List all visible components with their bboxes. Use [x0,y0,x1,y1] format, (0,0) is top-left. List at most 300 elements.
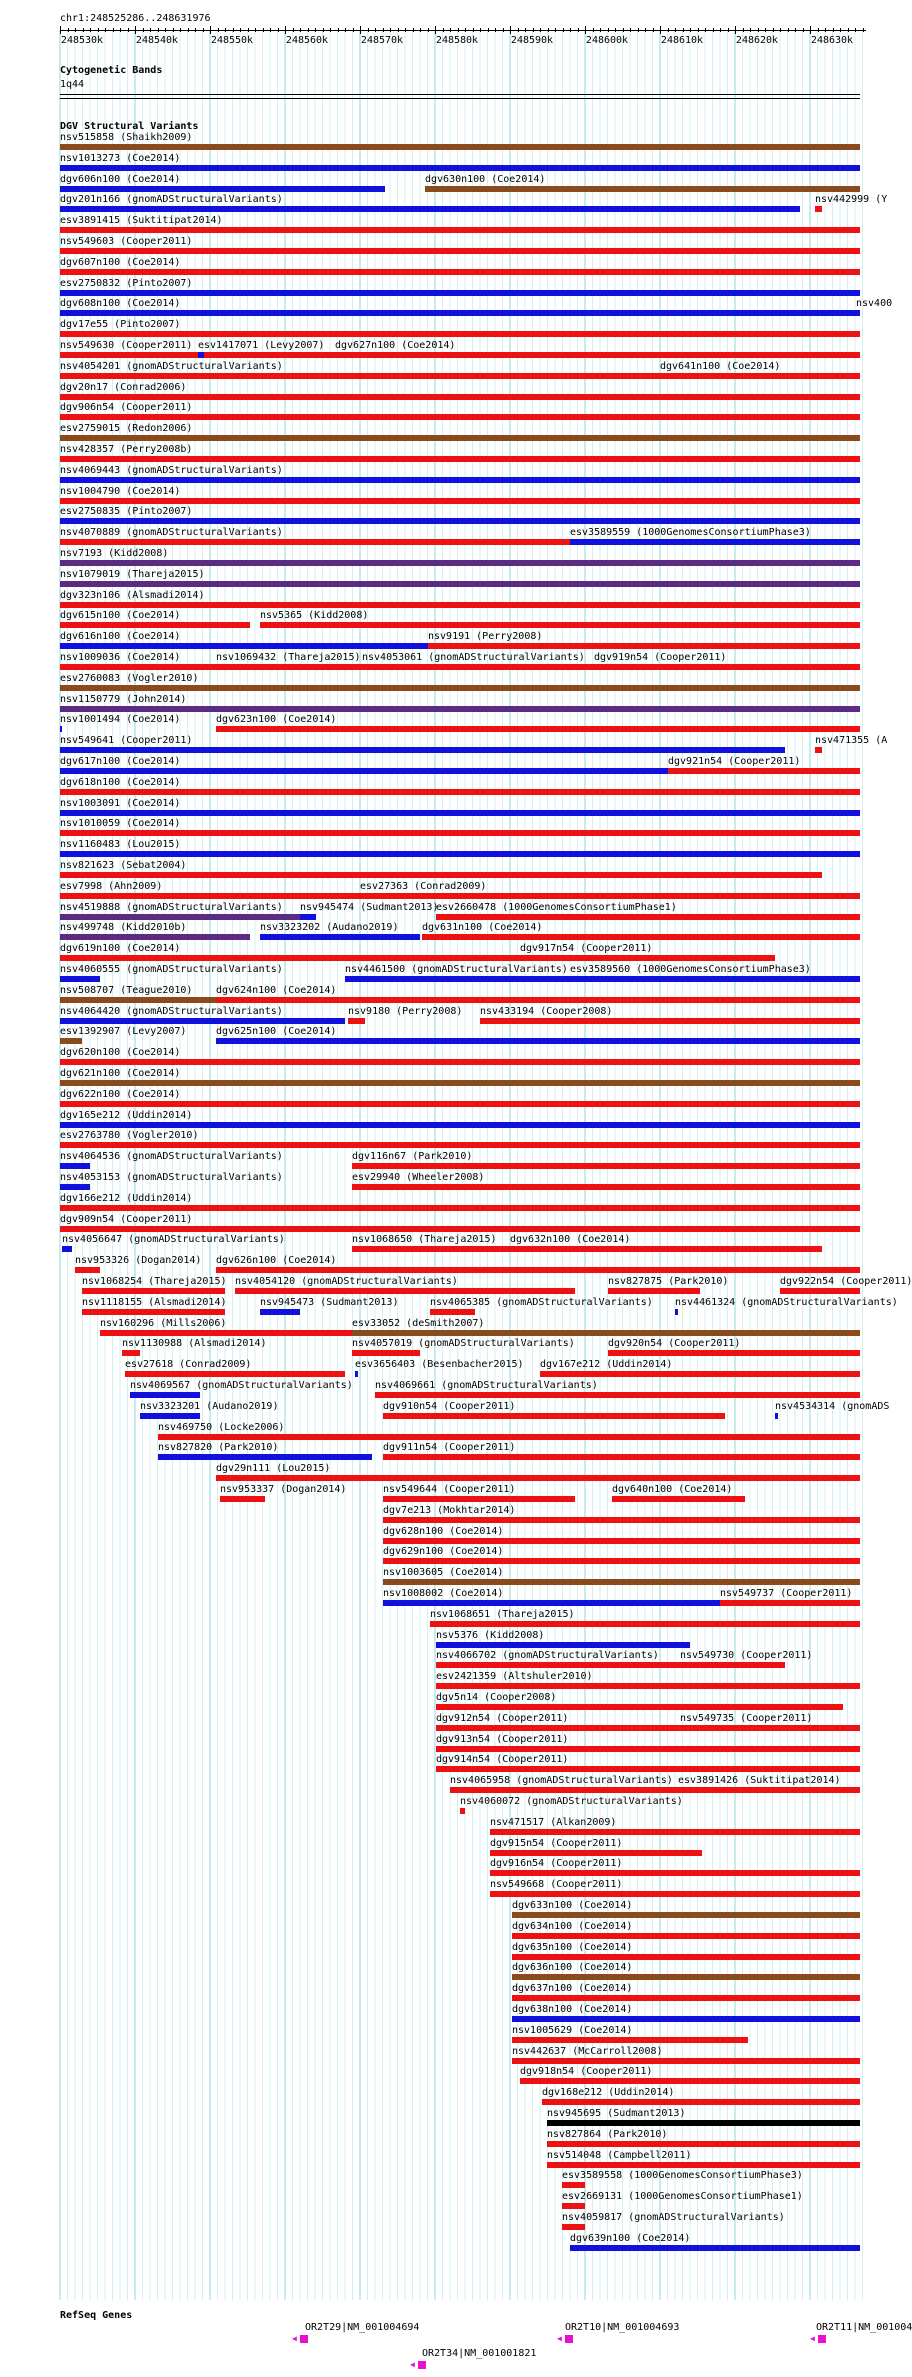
sv-feature-bar[interactable] [542,2099,860,2105]
sv-label[interactable]: esv1417071 (Levy2007) [198,340,325,351]
sv-label[interactable]: dgv617n100 (Coe2014) [60,756,181,767]
sv-feature-bar[interactable] [60,934,250,940]
sv-feature-bar[interactable] [62,1246,72,1252]
sv-feature-bar[interactable] [216,1267,860,1273]
sv-feature-bar[interactable] [594,664,860,670]
sv-feature-bar[interactable] [60,165,860,171]
sv-label[interactable]: dgv640n100 (Coe2014) [612,1484,733,1495]
sv-label[interactable]: dgv911n54 (Cooper2011) [383,1442,516,1454]
sv-label[interactable]: dgv909n54 (Cooper2011) [60,1213,193,1225]
sv-feature-bar[interactable] [60,269,860,275]
sv-label[interactable]: nsv549735 (Cooper2011) [680,1712,813,1724]
sv-label[interactable]: nsv549630 (Cooper2011) [60,340,193,351]
sv-feature-bar[interactable] [678,1787,860,1793]
sv-label[interactable]: dgv607n100 (Coe2014) [60,256,181,268]
sv-feature-bar[interactable] [512,1912,860,1918]
sv-label[interactable]: esv2750832 (Pinto2007) [60,277,193,289]
sv-label[interactable]: dgv632n100 (Coe2014) [510,1234,631,1246]
sv-feature-bar[interactable] [352,1350,420,1356]
sv-label[interactable]: nsv4056647 (gnomADStructuralVariants) [62,1234,285,1246]
sv-label[interactable]: nsv4053061 (gnomADStructuralVariants) [362,652,585,663]
sv-label[interactable]: nsv1068651 (Thareja2015) [430,1608,575,1620]
sv-label[interactable]: dgv641n100 (Coe2014) [660,360,781,372]
sv-label[interactable]: dgv615n100 (Coe2014) [60,610,181,622]
sv-feature-bar[interactable] [60,726,62,732]
gene-feature[interactable] [818,2335,826,2343]
sv-feature-bar[interactable] [60,706,860,712]
sv-label[interactable]: nsv549603 (Cooper2011) [60,236,193,247]
sv-label[interactable]: nsv945473 (Sudmant2013) [260,1296,399,1308]
sv-label[interactable]: dgv922n54 (Cooper2011) [780,1276,912,1287]
sv-feature-bar[interactable] [520,2078,860,2084]
sv-feature-bar[interactable] [60,518,860,524]
sv-label[interactable]: dgv920n54 (Cooper2011) [608,1338,741,1350]
sv-feature-bar[interactable] [60,539,570,545]
sv-label[interactable]: nsv442637 (McCarroll2008) [512,2045,663,2057]
sv-label[interactable]: nsv469750 (Locke2006) [158,1421,285,1433]
sv-label[interactable]: esv27618 (Conrad2009) [125,1359,252,1371]
sv-label[interactable]: dgv634n100 (Coe2014) [512,1920,633,1932]
sv-feature-bar[interactable] [60,1059,860,1065]
sv-label[interactable]: nsv515858 (Shaikh2009) [60,132,193,143]
sv-label[interactable]: dgv635n100 (Coe2014) [512,1941,633,1953]
sv-label[interactable]: nsv953337 (Dogan2014) [220,1484,347,1495]
sv-label[interactable]: nsv1118155 (Alsmadi2014) [82,1296,227,1308]
sv-label[interactable]: nsv4057019 (gnomADStructuralVariants) [352,1338,575,1350]
sv-feature-bar[interactable] [216,1475,860,1481]
sv-feature-bar[interactable] [260,622,860,628]
sv-label[interactable]: dgv637n100 (Coe2014) [512,1983,633,1995]
sv-label[interactable]: dgv167e212 (Uddin2014) [540,1359,673,1371]
sv-label[interactable]: nsv3323201 (Audano2019) [140,1400,279,1412]
sv-label[interactable]: nsv4065385 (gnomADStructuralVariants) [430,1296,653,1308]
sv-feature-bar[interactable] [352,1246,515,1252]
sv-feature-bar[interactable] [775,1413,778,1419]
sv-label[interactable]: dgv628n100 (Coe2014) [383,1525,504,1537]
sv-label[interactable]: dgv616n100 (Coe2014) [60,631,181,643]
sv-label[interactable]: dgv20n17 (Conrad2006) [60,381,187,393]
sv-label[interactable]: nsv442999 (Y [815,194,888,206]
sv-feature-bar[interactable] [60,643,428,649]
sv-label[interactable]: dgv624n100 (Coe2014) [216,984,337,996]
sv-feature-bar[interactable] [60,477,860,483]
sv-feature-bar[interactable] [480,1018,860,1024]
sv-feature-bar[interactable] [60,893,360,899]
sv-label[interactable]: nsv1004790 (Coe2014) [60,485,181,497]
sv-feature-bar[interactable] [512,2037,748,2043]
sv-label[interactable]: nsv1005629 (Coe2014) [512,2024,633,2036]
sv-feature-bar[interactable] [512,1995,860,2001]
sv-feature-bar[interactable] [512,1954,860,1960]
sv-feature-bar[interactable] [60,851,860,857]
sv-feature-bar[interactable] [260,934,420,940]
sv-feature-bar[interactable] [856,310,860,316]
sv-label[interactable]: dgv912n54 (Cooper2011) [436,1712,569,1724]
sv-feature-bar[interactable] [720,1600,860,1606]
sv-feature-bar[interactable] [430,1309,475,1315]
sv-feature-bar[interactable] [60,414,860,420]
sv-feature-bar[interactable] [436,1662,688,1668]
sv-label[interactable]: nsv945474 (Sudmant2013) [300,901,439,913]
sv-feature-bar[interactable] [547,2162,860,2168]
sv-feature-bar[interactable] [60,394,860,400]
sv-feature-bar[interactable] [547,2141,860,2147]
sv-feature-bar[interactable] [60,1038,82,1044]
sv-label[interactable]: nsv1008002 (Coe2014) [383,1588,504,1599]
sv-feature-bar[interactable] [60,186,385,192]
sv-label[interactable]: dgv622n100 (Coe2014) [60,1088,181,1100]
sv-label[interactable]: esv2763780 (Vogler2010) [60,1130,199,1142]
sv-label[interactable]: nsv4066702 (gnomADStructuralVariants) [436,1650,659,1662]
sv-feature-bar[interactable] [60,1142,860,1148]
sv-label[interactable]: nsv499748 (Kidd2010b) [60,922,187,934]
sv-feature-bar[interactable] [383,1538,860,1544]
sv-feature-bar[interactable] [130,1392,200,1398]
sv-label[interactable]: dgv618n100 (Coe2014) [60,776,181,788]
sv-feature-bar[interactable] [60,310,860,316]
sv-label[interactable]: nsv4064536 (gnomADStructuralVariants) [60,1151,283,1163]
sv-feature-bar[interactable] [60,789,860,795]
gene-label[interactable]: OR2T29|NM_001004694 [305,2322,420,2333]
sv-feature-bar[interactable] [82,1309,225,1315]
sv-label[interactable]: dgv166e212 (Uddin2014) [60,1192,193,1204]
sv-feature-bar[interactable] [60,498,860,504]
sv-feature-bar[interactable] [60,810,860,816]
sv-feature-bar[interactable] [60,227,860,233]
sv-feature-bar[interactable] [540,1371,860,1377]
sv-label[interactable]: nsv1079019 (Thareja2015) [60,568,205,580]
sv-feature-bar[interactable] [436,1683,860,1689]
sv-label[interactable]: nsv1001494 (Coe2014) [60,714,181,726]
sv-feature-bar[interactable] [436,914,860,920]
sv-label[interactable]: dgv913n54 (Cooper2011) [436,1733,569,1745]
sv-label[interactable]: nsv4461324 (gnomADStructuralVariants) [675,1296,898,1308]
sv-label[interactable]: esv33052 (deSmith2007) [352,1317,485,1329]
sv-label[interactable]: dgv630n100 (Coe2014) [425,173,546,185]
sv-feature-bar[interactable] [668,768,860,774]
sv-feature-bar[interactable] [60,872,822,878]
sv-feature-bar[interactable] [60,685,860,691]
sv-label[interactable]: nsv4461500 (gnomADStructuralVariants) [345,964,568,975]
sv-label[interactable]: esv7998 (Ahn2009) [60,880,163,892]
sv-feature-bar[interactable] [60,206,800,212]
sv-feature-bar[interactable] [60,144,860,150]
sv-feature-bar[interactable] [570,539,860,545]
sv-label[interactable]: nsv827820 (Park2010) [158,1442,279,1454]
sv-feature-bar[interactable] [490,1850,702,1856]
sv-feature-bar[interactable] [60,602,860,608]
sv-label[interactable]: dgv608n100 (Coe2014) [60,298,181,310]
sv-feature-bar[interactable] [60,1205,860,1211]
sv-feature-bar[interactable] [490,1891,860,1897]
sv-feature-bar[interactable] [436,1642,690,1648]
sv-label[interactable]: nsv1068650 (Thareja2015) [352,1234,497,1246]
sv-feature-bar[interactable] [216,1038,860,1044]
sv-label[interactable]: nsv400 [856,298,893,310]
sv-feature-bar[interactable] [60,622,250,628]
sv-feature-bar[interactable] [60,747,785,753]
sv-label[interactable]: nsv549668 (Cooper2011) [490,1879,623,1891]
sv-label[interactable]: dgv910n54 (Cooper2011) [383,1400,516,1412]
sv-label[interactable]: nsv549737 (Cooper2011) [720,1588,853,1599]
sv-feature-bar[interactable] [436,1725,718,1731]
sv-label[interactable]: esv2760083 (Vogler2010) [60,672,199,684]
sv-label[interactable]: nsv827864 (Park2010) [547,2128,668,2140]
sv-feature-bar[interactable] [158,1454,372,1460]
sv-label[interactable]: nsv471517 (Alkan2009) [490,1816,617,1828]
sv-feature-bar[interactable] [815,206,822,212]
sv-feature-bar[interactable] [562,2224,585,2230]
sv-feature-bar[interactable] [198,352,204,358]
sv-label[interactable]: dgv918n54 (Cooper2011) [520,2066,653,2078]
gene-label[interactable]: OR2T10|NM_001004693 [565,2322,680,2333]
sv-feature-bar[interactable] [352,1163,860,1169]
sv-feature-bar[interactable] [60,290,860,296]
sv-feature-bar[interactable] [348,1018,365,1024]
sv-feature-bar[interactable] [60,768,668,774]
sv-label[interactable]: dgv639n100 (Coe2014) [570,2232,691,2244]
sv-feature-bar[interactable] [60,914,300,920]
sv-feature-bar[interactable] [60,560,860,566]
sv-label[interactable]: esv1392907 (Levy2007) [60,1026,187,1038]
sv-feature-bar[interactable] [60,1163,90,1169]
sv-feature-bar[interactable] [60,1184,90,1190]
sv-feature-bar[interactable] [425,186,860,192]
sv-feature-bar[interactable] [512,2058,860,2064]
sv-feature-bar[interactable] [60,830,860,836]
sv-label[interactable]: nsv4069661 (gnomADStructuralVariants) [375,1380,598,1391]
sv-label[interactable]: esv2750835 (Pinto2007) [60,506,193,518]
sv-feature-bar[interactable] [158,1434,860,1440]
sv-feature-bar[interactable] [60,456,860,462]
sv-feature-bar[interactable] [660,373,860,379]
sv-label[interactable]: nsv4060555 (gnomADStructuralVariants) [60,964,283,975]
sv-feature-bar[interactable] [562,2182,585,2188]
sv-label[interactable]: dgv620n100 (Coe2014) [60,1047,181,1059]
sv-feature-bar[interactable] [512,1933,860,1939]
sv-label[interactable]: nsv9180 (Perry2008) [348,1005,463,1017]
sv-feature-bar[interactable] [780,1288,860,1294]
sv-feature-bar[interactable] [510,1246,822,1252]
sv-feature-bar[interactable] [675,1309,678,1315]
sv-label[interactable]: esv2759015 (Redon2006) [60,423,193,435]
sv-feature-bar[interactable] [608,1350,860,1356]
sv-feature-bar[interactable] [815,747,822,753]
sv-label[interactable]: nsv4065958 (gnomADStructuralVariants) [450,1775,673,1787]
sv-label[interactable]: nsv4534314 (gnomADS [775,1400,890,1412]
sv-label[interactable]: nsv549644 (Cooper2011) [383,1484,516,1495]
sv-label[interactable]: nsv821623 (Sebat2004) [60,860,187,871]
sv-feature-bar[interactable] [125,1371,345,1377]
sv-label[interactable]: esv3656403 (Besenbacher2015) [355,1359,524,1371]
sv-label[interactable]: esv2421359 (Altshuler2010) [436,1671,593,1683]
sv-feature-bar[interactable] [122,1350,140,1356]
sv-label[interactable]: dgv5n14 (Cooper2008) [436,1692,557,1703]
sv-feature-bar[interactable] [383,1579,860,1585]
sv-feature-bar[interactable] [220,1496,265,1502]
sv-label[interactable]: nsv4060072 (gnomADStructuralVariants) [460,1796,683,1807]
sv-feature-bar[interactable] [680,1725,860,1731]
sv-label[interactable]: esv3589560 (1000GenomesConsortiumPhase3) [570,964,811,975]
sv-label[interactable]: nsv7193 (Kidd2008) [60,548,169,559]
sv-feature-bar[interactable] [520,955,775,961]
sv-feature-bar[interactable] [490,1829,860,1835]
sv-feature-bar[interactable] [383,1496,575,1502]
sv-label[interactable]: esv29940 (Wheeler2008) [352,1172,485,1183]
sv-label[interactable]: nsv1150779 (John2014) [60,693,187,705]
sv-feature-bar[interactable] [352,1184,860,1190]
sv-label[interactable]: nsv945695 (Sudmant2013) [547,2108,686,2119]
sv-feature-bar[interactable] [60,1122,860,1128]
sv-feature-bar[interactable] [562,2203,585,2209]
sv-label[interactable]: nsv549730 (Cooper2011) [680,1650,813,1662]
sv-label[interactable]: nsv471355 (A [815,735,888,747]
sv-feature-bar[interactable] [60,1226,860,1232]
sv-feature-bar[interactable] [335,352,860,358]
sv-label[interactable]: dgv633n100 (Coe2014) [512,1900,633,1911]
sv-label[interactable]: nsv9191 (Perry2008) [428,631,543,643]
sv-label[interactable]: esv2669131 (1000GenomesConsortiumPhase1) [562,2191,803,2203]
sv-feature-bar[interactable] [60,1018,345,1024]
sv-feature-bar[interactable] [512,2016,860,2022]
gene-feature[interactable] [565,2335,573,2343]
sv-feature-bar[interactable] [60,331,860,337]
sv-label[interactable]: dgv621n100 (Coe2014) [60,1068,181,1079]
gene-label[interactable]: OR2T34|NM_001001821 [422,2348,537,2359]
sv-label[interactable]: nsv1003091 (Coe2014) [60,797,181,809]
sv-label[interactable]: nsv4064420 (gnomADStructuralVariants) [60,1005,283,1017]
sv-label[interactable]: dgv906n54 (Cooper2011) [60,402,193,414]
sv-label[interactable]: nsv1130988 (Alsmadi2014) [122,1338,267,1350]
sv-feature-bar[interactable] [570,976,860,982]
sv-label[interactable]: nsv4069443 (gnomADStructuralVariants) [60,464,283,476]
sv-label[interactable]: nsv428357 (Perry2008b) [60,444,193,455]
sv-label[interactable]: esv3589559 (1000GenomesConsortiumPhase3) [570,527,811,539]
sv-feature-bar[interactable] [512,1974,860,1980]
sv-feature-bar[interactable] [355,1371,358,1377]
sv-label[interactable]: nsv1160483 (Lou2015) [60,839,181,851]
sv-feature-bar[interactable] [383,1413,725,1419]
sv-label[interactable]: dgv626n100 (Coe2014) [216,1255,337,1267]
sv-label[interactable]: nsv3323202 (Audano2019) [260,922,399,934]
sv-feature-bar[interactable] [60,248,860,254]
sv-label[interactable]: nsv5376 (Kidd2008) [436,1629,545,1641]
sv-label[interactable]: nsv433194 (Cooper2008) [480,1005,613,1017]
sv-label[interactable]: dgv627n100 (Coe2014) [335,340,456,351]
sv-feature-bar[interactable] [436,1766,860,1772]
sv-feature-bar[interactable] [422,934,860,940]
sv-label[interactable]: dgv625n100 (Coe2014) [216,1026,337,1038]
sv-label[interactable]: dgv915n54 (Cooper2011) [490,1837,623,1849]
sv-feature-bar[interactable] [436,1704,843,1710]
sv-feature-bar[interactable] [680,1662,785,1668]
sv-label[interactable]: nsv160296 (Mills2006) [100,1317,227,1329]
sv-feature-bar[interactable] [260,1309,300,1315]
gene-label[interactable]: OR2T11|NM_001004 [816,2322,912,2333]
sv-label[interactable]: nsv5365 (Kidd2008) [260,610,369,622]
sv-label[interactable]: dgv201n166 (gnomADStructuralVariants) [60,194,283,206]
sv-label[interactable]: dgv29n111 (Lou2015) [216,1463,331,1475]
sv-label[interactable]: dgv638n100 (Coe2014) [512,2004,633,2015]
gene-feature[interactable] [418,2361,426,2369]
sv-feature-bar[interactable] [60,1101,860,1107]
sv-feature-bar[interactable] [570,2245,860,2251]
sv-feature-bar[interactable] [235,1288,575,1294]
sv-label[interactable]: nsv514048 (Campbell2011) [547,2149,692,2161]
sv-label[interactable]: nsv1068254 (Thareja2015) [82,1276,227,1287]
sv-feature-bar[interactable] [216,664,226,670]
sv-feature-bar[interactable] [383,1558,860,1564]
sv-label[interactable]: nsv1069432 (Thareja2015) [216,652,361,663]
sv-label[interactable]: dgv919n54 (Cooper2011) [594,652,727,663]
sv-label[interactable]: dgv606n100 (Coe2014) [60,173,181,185]
sv-label[interactable]: nsv1009036 (Coe2014) [60,652,181,663]
sv-label[interactable]: nsv953326 (Dogan2014) [75,1255,202,1267]
sv-label[interactable]: nsv4054201 (gnomADStructuralVariants) [60,360,283,372]
gene-feature[interactable] [300,2335,308,2343]
sv-label[interactable]: nsv1010059 (Coe2014) [60,818,181,830]
sv-label[interactable]: esv2660478 (1000GenomesConsortiumPhase1) [436,901,677,913]
sv-label[interactable]: nsv827875 (Park2010) [608,1276,729,1287]
sv-label[interactable]: dgv916n54 (Cooper2011) [490,1858,623,1870]
sv-label[interactable]: esv27363 (Conrad2009) [360,880,487,892]
sv-feature-bar[interactable] [60,581,860,587]
sv-feature-bar[interactable] [140,1413,200,1419]
sv-feature-bar[interactable] [360,893,860,899]
sv-label[interactable]: dgv917n54 (Cooper2011) [520,943,653,955]
sv-label[interactable]: dgv7e213 (Mokhtar2014) [383,1504,516,1516]
sv-feature-bar[interactable] [60,1080,860,1086]
sv-feature-bar[interactable] [300,914,316,920]
sv-label[interactable]: dgv636n100 (Coe2014) [512,1962,633,1974]
sv-feature-bar[interactable] [428,643,860,649]
sv-feature-bar[interactable] [490,1870,860,1876]
sv-label[interactable]: nsv4069567 (gnomADStructuralVariants) [130,1380,353,1391]
sv-label[interactable]: nsv4070889 (gnomADStructuralVariants) [60,527,283,539]
sv-label[interactable]: dgv623n100 (Coe2014) [216,714,337,726]
sv-label[interactable]: dgv619n100 (Coe2014) [60,943,181,955]
sv-feature-bar[interactable] [383,1517,860,1523]
sv-label[interactable]: dgv323n106 (Alsmadi2014) [60,589,205,601]
sv-label[interactable]: dgv629n100 (Coe2014) [383,1546,504,1558]
sv-label[interactable]: nsv4059817 (gnomADStructuralVariants) [562,2212,785,2223]
sv-feature-bar[interactable] [612,1496,745,1502]
sv-label[interactable]: esv3891415 (Suktitipat2014) [60,215,223,227]
sv-feature-bar[interactable] [375,1392,860,1398]
sv-label[interactable]: dgv921n54 (Cooper2011) [668,756,801,767]
sv-label[interactable]: esv3589558 (1000GenomesConsortiumPhase3) [562,2170,803,2182]
sv-feature-bar[interactable] [608,1288,700,1294]
sv-feature-bar[interactable] [75,1267,100,1273]
sv-label[interactable]: dgv165e212 (Uddin2014) [60,1109,193,1121]
sv-label[interactable]: dgv631n100 (Coe2014) [422,922,543,934]
sv-label[interactable]: nsv549641 (Cooper2011) [60,735,193,747]
sv-label[interactable]: nsv4053153 (gnomADStructuralVariants) [60,1172,283,1183]
sv-label[interactable]: nsv508707 (Teague2010) [60,984,193,996]
sv-label[interactable]: nsv4519888 (gnomADStructuralVariants) [60,901,283,913]
sv-feature-bar[interactable] [352,1330,860,1336]
sv-feature-bar[interactable] [216,726,860,732]
sv-feature-bar[interactable] [60,435,860,441]
sv-label[interactable]: nsv1003605 (Coe2014) [383,1567,504,1579]
sv-feature-bar[interactable] [436,1746,860,1752]
sv-feature-bar[interactable] [383,1454,860,1460]
sv-label[interactable]: dgv168e212 (Uddin2014) [542,2087,675,2099]
sv-label[interactable]: dgv116n67 (Park2010) [352,1151,473,1163]
sv-label[interactable]: nsv4054120 (gnomADStructuralVariants) [235,1276,458,1287]
sv-feature-bar[interactable] [82,1288,225,1294]
sv-label[interactable]: dgv17e55 (Pinto2007) [60,319,181,331]
